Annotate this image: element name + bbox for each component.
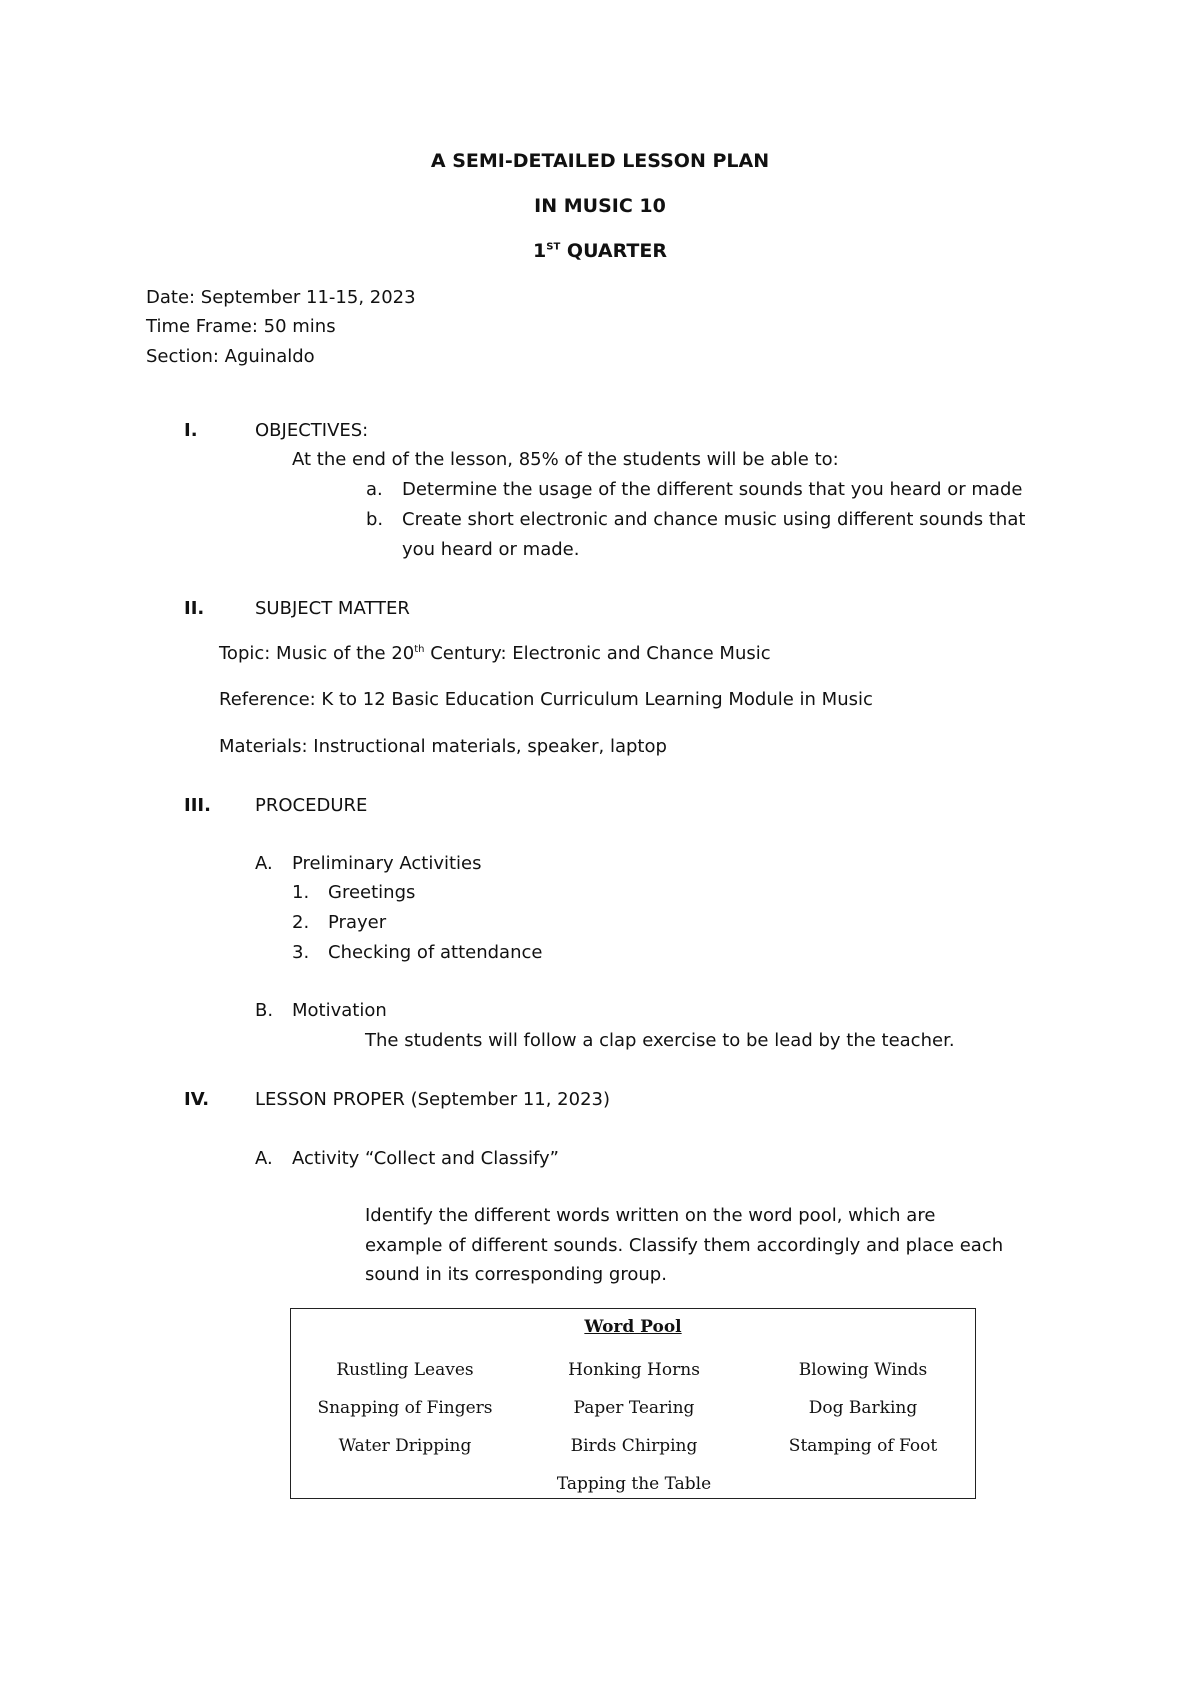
doc-quarter (0, 240, 1200, 262)
word-pool-box (290, 1308, 976, 1499)
word-pool-item: Snapping of Fingers (317, 1398, 493, 1418)
preliminary-item-2-marker: 2. (292, 912, 310, 933)
doc-title: A SEMI-DETAILED LESSON PLAN (430, 150, 770, 172)
word-pool-item: Paper Tearing (573, 1398, 695, 1418)
objective-a-text: Determine the usage of the different sounds that you heard or made (402, 479, 1023, 500)
lesson-proper-numeral: IV. (184, 1089, 210, 1110)
preliminary-item-2: Prayer (328, 912, 387, 933)
preliminary-marker: A. (255, 853, 273, 874)
quarter-number: 1 (533, 240, 547, 262)
activity-label: Activity “Collect and Classify” (292, 1148, 559, 1169)
word-pool-item: Dog Barking (808, 1398, 918, 1418)
objectives-heading: OBJECTIVES: (255, 420, 369, 441)
preliminary-item-1: Greetings (328, 882, 416, 903)
topic-superscript: th (414, 644, 425, 655)
objective-b-marker: b. (366, 509, 384, 530)
objective-b-text: Create short electronic and chance music using different sounds that (402, 509, 1026, 530)
word-pool-item: Blowing Winds (798, 1360, 928, 1380)
subject-heading: SUBJECT MATTER (255, 598, 410, 619)
word-pool-item: Rustling Leaves (336, 1360, 474, 1380)
objective-b-text-cont: you heard or made. (402, 539, 580, 560)
word-pool-item: Tapping the Table (556, 1474, 712, 1494)
topic-line (219, 643, 771, 664)
motivation-label: Motivation (292, 1000, 387, 1021)
word-pool-item: Honking Horns (568, 1360, 700, 1380)
activity-marker: A. (255, 1148, 273, 1169)
materials-line: Materials: Instructional materials, speaker, laptop (219, 736, 667, 757)
lesson-proper-heading: LESSON PROPER (September 11, 2023) (255, 1089, 611, 1110)
procedure-heading: PROCEDURE (255, 795, 368, 816)
preliminary-item-3: Checking of attendance (328, 942, 543, 963)
motivation-text: The students will follow a clap exercise to be lead by the teacher. (365, 1030, 955, 1051)
doc-subject: IN MUSIC 10 (534, 195, 666, 217)
word-pool-item: Stamping of Foot (788, 1436, 938, 1456)
motivation-marker: B. (255, 1000, 274, 1021)
topic-post: Century: Electronic and Chance Music (424, 643, 771, 664)
objectives-intro: At the end of the lesson, 85% of the students will be able to: (292, 449, 839, 470)
word-pool-item: Birds Chirping (570, 1436, 698, 1456)
preliminary-item-1-marker: 1. (292, 882, 310, 903)
date-line: Date: September 11-15, 2023 (146, 287, 416, 308)
topic-pre: Topic: Music of the 20 (219, 643, 415, 664)
activity-instructions-line-2: example of different sounds. Classify them accordingly and place each (365, 1235, 1004, 1256)
word-pool-item: Water Dripping (338, 1436, 472, 1456)
quarter-superscript: ST (546, 241, 561, 253)
time-frame-line: Time Frame: 50 mins (146, 316, 336, 337)
procedure-numeral: III. (184, 795, 211, 816)
objectives-numeral: I. (184, 420, 198, 441)
activity-instructions-line-1: Identify the different words written on the word pool, which are (365, 1205, 936, 1226)
preliminary-item-3-marker: 3. (292, 942, 310, 963)
activity-instructions-line-3: sound in its corresponding group. (365, 1264, 667, 1285)
quarter-word: QUARTER (560, 240, 667, 262)
reference-line: Reference: K to 12 Basic Education Curriculum Learning Module in Music (219, 689, 873, 710)
preliminary-label: Preliminary Activities (292, 853, 482, 874)
objective-a-marker: a. (366, 479, 383, 500)
subject-numeral: II. (184, 598, 205, 619)
word-pool-title: Word Pool (584, 1317, 682, 1337)
section-line: Section: Aguinaldo (146, 346, 315, 367)
